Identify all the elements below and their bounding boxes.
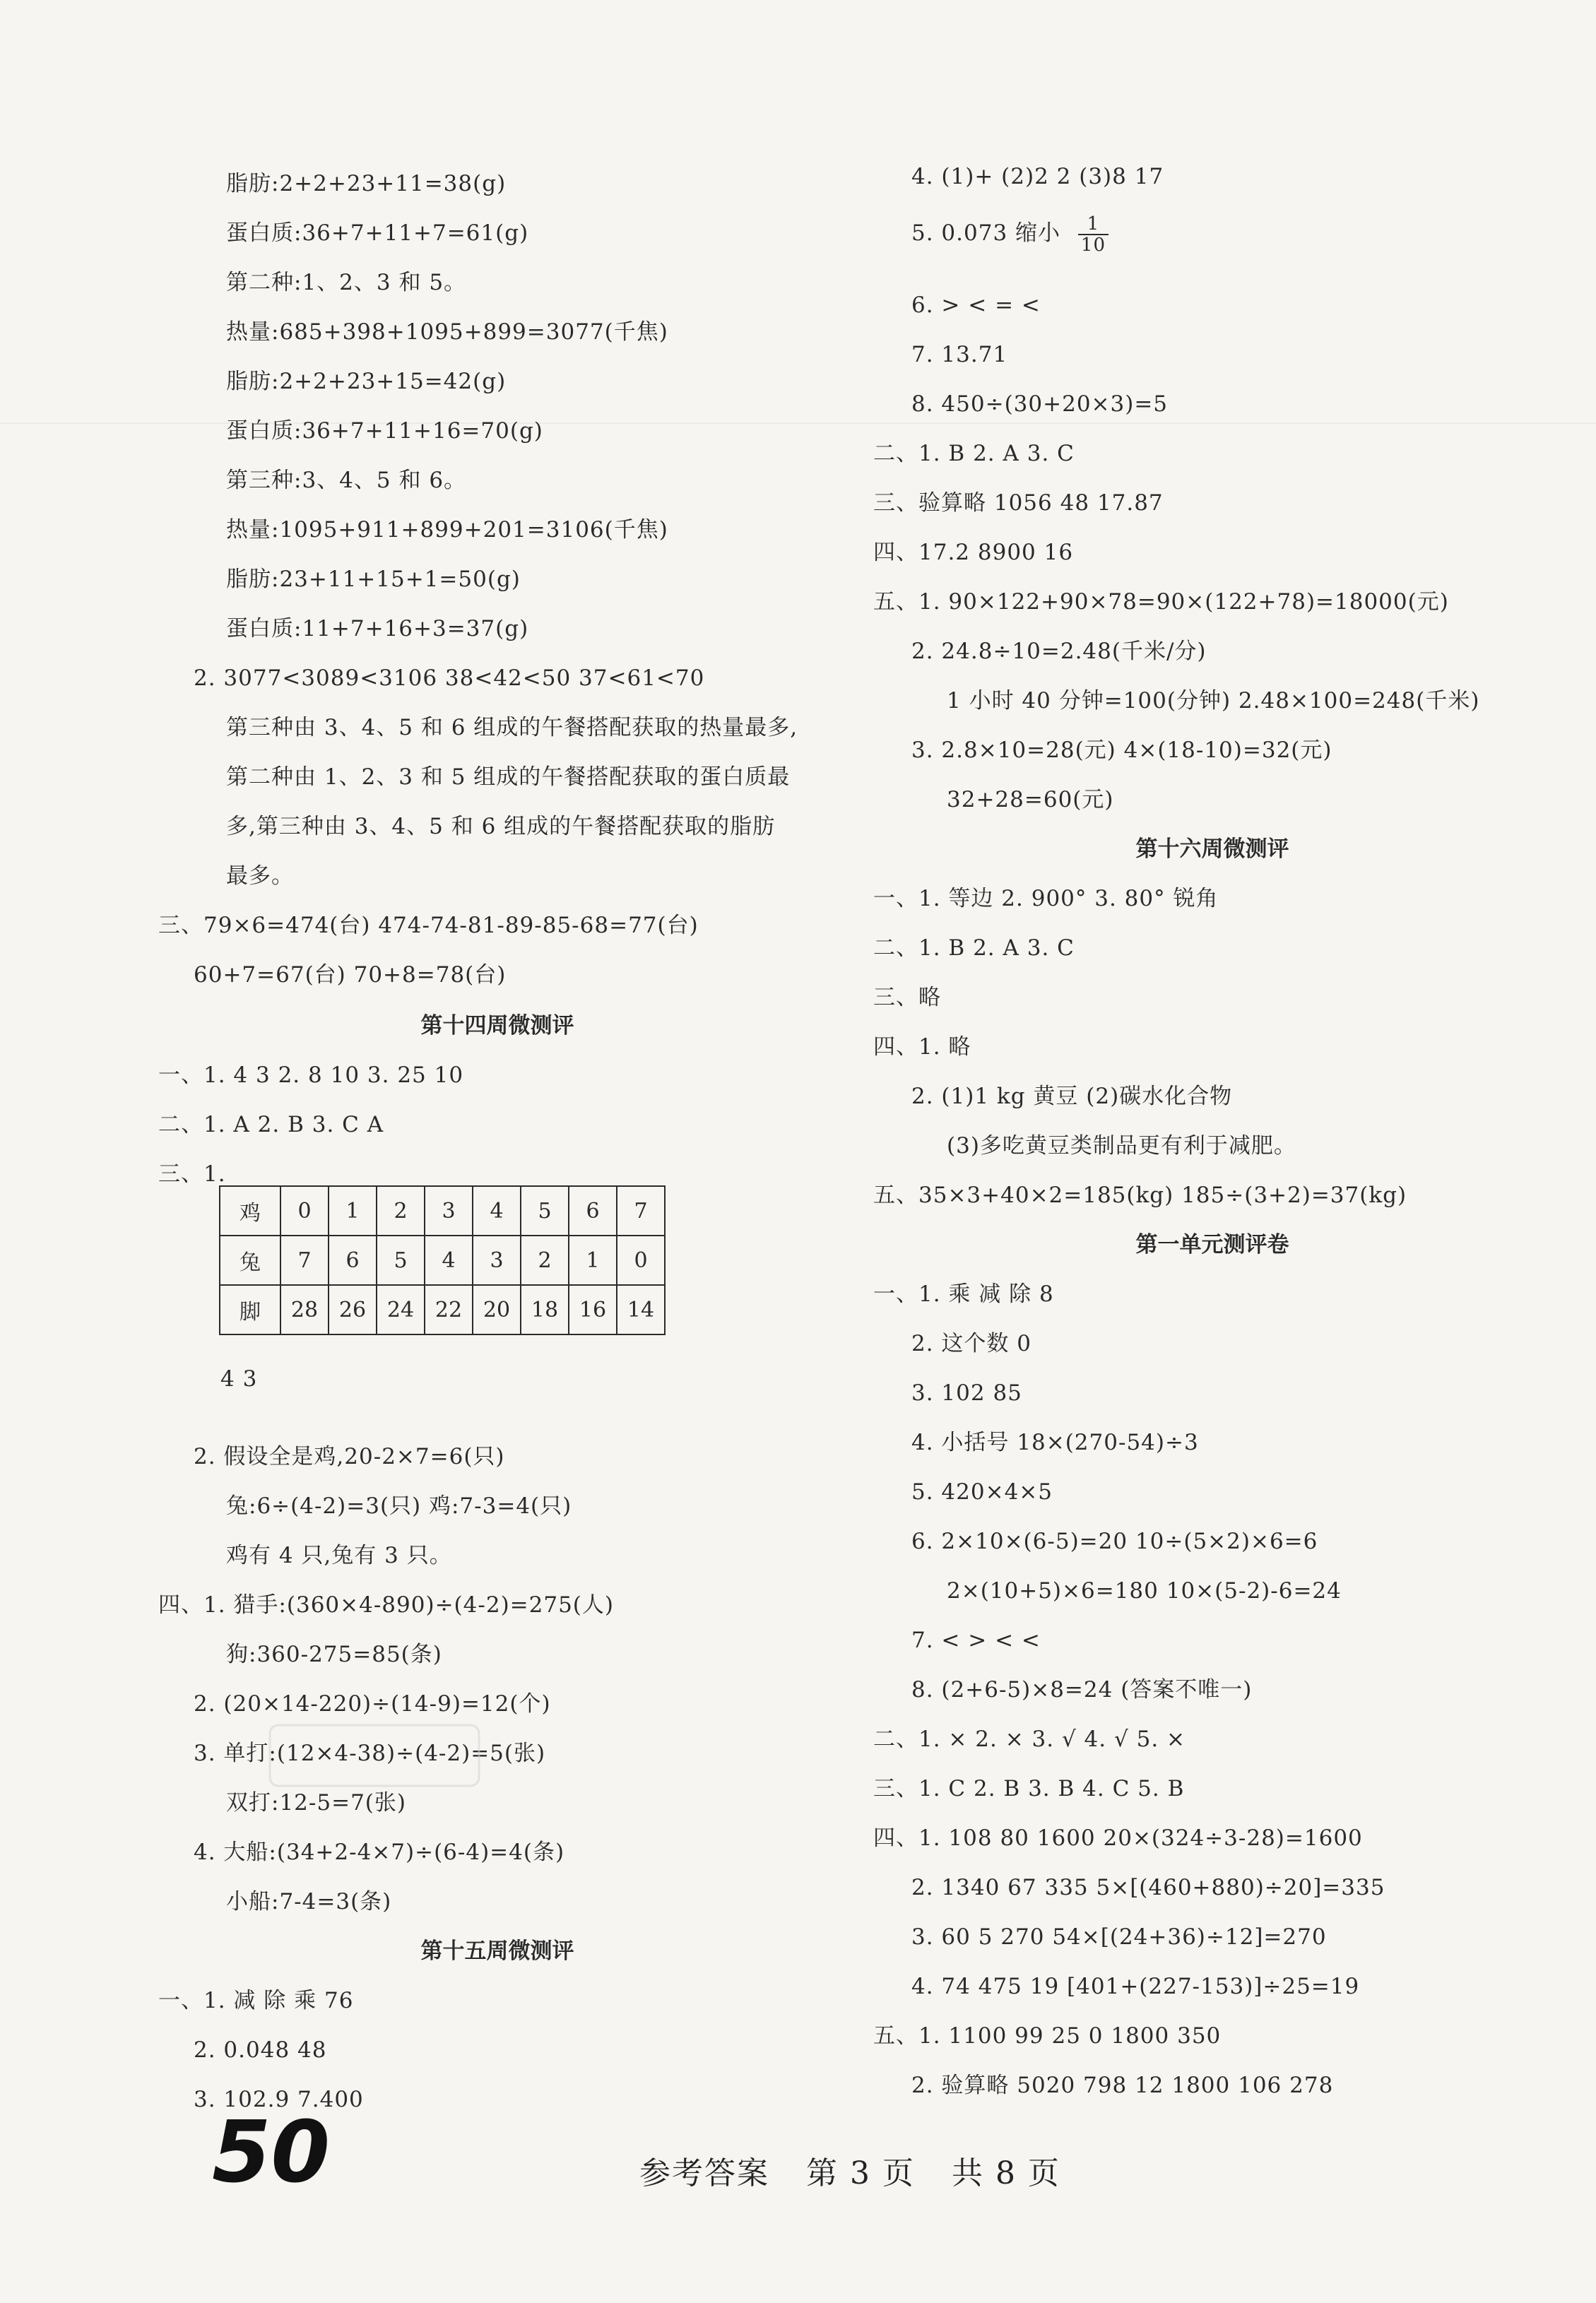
answer-line: 2. (1)1 kg 黄豆 (2)碳水化合物 [911,1084,1233,1109]
section-title-week15: 第十五周微测评 [420,1938,574,1964]
answer-line: 60+7=67(台) 70+8=78(台) [194,962,507,988]
section-title-week16: 第十六周微测评 [1135,836,1289,862]
table-cell: 6 [329,1236,377,1285]
table-cell: 4 [425,1236,473,1285]
answer-line: 兔:6÷(4-2)=3(只) 鸡:7-3=4(只) [226,1493,572,1519]
answer-line: 多,第三种由 3、4、5 和 6 组成的午餐搭配获取的脂肪 [226,814,776,839]
table-cell: 2 [377,1186,425,1236]
answer-line: 4. 74 475 19 [401+(227-153)]÷25=19 [911,1974,1360,1999]
answer-line: 三、验算略 1056 48 17.87 [873,490,1164,516]
answer-line: 最多。 [226,863,294,889]
answer-line: 蛋白质:36+7+11+7=61(g) [226,220,529,246]
answer-line: 脂肪:23+11+15+1=50(g) [226,567,521,592]
table-cell: 0 [617,1236,665,1285]
fraction-denominator: 10 [1080,234,1106,256]
answer-line: 2. 假设全是鸡,20-2×7=6(只) [194,1444,505,1469]
table-cell: 16 [569,1285,617,1334]
answer-line: 蛋白质:11+7+16+3=37(g) [226,616,529,641]
answer-line: 四、1. 108 80 1600 20×(324÷3-28)=1600 [873,1825,1363,1851]
answer-line: 2. 1340 67 335 5×[(460+880)÷20]=335 [911,1875,1385,1900]
answer-line: 7. 13.71 [911,342,1008,367]
fraction [1078,214,1109,255]
answer-text: 5. 0.073 缩小 [911,220,1061,246]
answer-line: 二、1. B 2. A 3. C [873,441,1075,466]
answer-line: 一、1. 乘 减 除 8 [873,1281,1054,1307]
answer-line: 3. 60 5 270 54×[(24+36)÷12]=270 [911,1924,1327,1950]
page-footer [639,2155,1086,2193]
table-cell: 26 [329,1285,377,1334]
answer-line: 6. > < = < [911,292,1041,318]
answer-line: 二、1. × 2. × 3. √ 4. √ 5. × [873,1727,1186,1752]
table-cell: 14 [617,1285,665,1334]
table-cell: 0 [280,1186,329,1236]
table-cell: 6 [569,1186,617,1236]
answer-line: 2. 验算略 5020 798 12 1800 106 278 [911,2073,1334,2098]
answer-line: 一、1. 减 除 乘 76 [158,1988,354,2013]
answer-line: 8. 450÷(30+20×3)=5 [911,391,1169,417]
footer-label: 参考答案 [639,2155,769,2191]
table-cell: 18 [521,1285,569,1334]
answer-line: 4. 大船:(34+2-4×7)÷(6-4)=4(条) [194,1840,565,1865]
chicken-rabbit-table [219,1185,666,1335]
answer-line: 6. 2×10×(6-5)=20 10÷(5×2)×6=6 [911,1529,1318,1554]
answer-line: 3. 2.8×10=28(元) 4×(18-10)=32(元) [911,738,1332,763]
answer-line: 2. 3077<3089<3106 38<42<50 37<61<70 [194,665,705,691]
answer-line: 4. (1)+ (2)2 2 (3)8 17 [911,164,1164,189]
answer-line: 三、略 [873,985,941,1010]
table-cell: 7 [617,1186,665,1236]
table-cell: 2 [521,1236,569,1285]
table-row [220,1285,665,1334]
footer-total: 共 8 页 [951,2155,1060,2191]
answer-line: 四、1. 猎手:(360×4-890)÷(4-2)=275(人) [158,1592,614,1618]
table-cell: 24 [377,1285,425,1334]
answer-line: 双打:12-5=7(张) [226,1790,406,1816]
answer-line: 4. 小括号 18×(270-54)÷3 [911,1430,1199,1455]
table-cell: 5 [521,1186,569,1236]
answer-line: 第二种由 1、2、3 和 5 组成的午餐搭配获取的蛋白质最 [226,764,791,790]
answer-line: 热量:685+398+1095+899=3077(千焦) [226,319,668,345]
table-cell: 3 [473,1236,521,1285]
answer-line: 鸡有 4 只,兔有 3 只。 [226,1543,452,1568]
footer-page: 第 3 页 [806,2155,915,2191]
page-number: 50 [212,2104,330,2202]
answer-line: 一、1. 等边 2. 900° 3. 80° 锐角 [873,886,1219,911]
answer-line: (3)多吃黄豆类制品更有利于减肥。 [947,1133,1296,1159]
answer-line: 2. 0.048 48 [194,2037,327,2063]
answer-line: 脂肪:2+2+23+15=42(g) [226,369,507,394]
answer-line: 第三种由 3、4、5 和 6 组成的午餐搭配获取的热量最多, [226,715,798,740]
section-title-week14: 第十四周微测评 [420,1013,574,1038]
answer-line: 狗:360-275=85(条) [226,1642,442,1667]
answer-line: 三、1. C 2. B 3. B 4. C 5. B [873,1776,1185,1801]
answer-line: 2. 24.8÷10=2.48(千米/分) [911,639,1207,664]
table-cell: 7 [280,1236,329,1285]
answer-line: 7. < > < < [911,1628,1041,1653]
answer-line: 三、1. [158,1161,226,1187]
answer-line: 一、1. 4 3 2. 8 10 3. 25 10 [158,1062,464,1088]
table-cell: 3 [425,1186,473,1236]
answer-line: 第三种:3、4、5 和 6。 [226,468,467,493]
table-cell: 兔 [220,1236,280,1285]
section-title-unit1: 第一单元测评卷 [1135,1232,1289,1257]
table-cell: 1 [569,1236,617,1285]
answer-line: 三、79×6=474(台) 474-74-81-89-85-68=77(台) [158,913,699,938]
answer-line: 4 3 [220,1366,258,1392]
table-cell: 22 [425,1285,473,1334]
answer-line: 3. 102 85 [911,1380,1022,1406]
table-cell: 脚 [220,1285,280,1334]
table-cell: 4 [473,1186,521,1236]
answer-line: 第二种:1、2、3 和 5。 [226,270,467,295]
answer-line: 五、1. 90×122+90×78=90×(122+78)=18000(元) [873,589,1449,615]
watermark-stamp [268,1724,480,1787]
answer-line-fraction [911,212,1109,255]
table-cell: 鸡 [220,1186,280,1236]
answer-line: 2×(10+5)×6=180 10×(5-2)-6=24 [947,1578,1342,1604]
table-cell: 28 [280,1285,329,1334]
answer-line: 热量:1095+911+899+201=3106(千焦) [226,517,668,543]
answer-line: 3. 单打:(12×4-38)÷(4-2)=5(张) [194,1741,546,1766]
answer-line: 脂肪:2+2+23+11=38(g) [226,171,507,196]
answer-line: 5. 420×4×5 [911,1479,1053,1505]
answer-line: 二、1. A 2. B 3. C A [158,1112,384,1137]
answer-line: 五、1. 1100 99 25 0 1800 350 [873,2023,1222,2049]
table-cell: 20 [473,1285,521,1334]
answer-line: 3. 102.9 7.400 [194,2087,364,2112]
answer-line: 四、17.2 8900 16 [873,540,1074,565]
answer-line: 8. (2+6-5)×8=24 (答案不唯一) [911,1677,1253,1703]
answer-line: 二、1. B 2. A 3. C [873,935,1075,961]
fraction-numerator: 1 [1078,214,1109,235]
answer-line: 五、35×3+40×2=185(kg) 185÷(3+2)=37(kg) [873,1183,1407,1208]
answer-line: 32+28=60(元) [947,787,1114,812]
answer-line: 四、1. 略 [873,1034,971,1060]
table-row [220,1236,665,1285]
table-row [220,1186,665,1236]
table-cell: 1 [329,1186,377,1236]
answer-line: 蛋白质:36+7+11+16=70(g) [226,418,543,444]
answer-line: 2. 这个数 0 [911,1331,1032,1356]
table-cell: 5 [377,1236,425,1285]
answer-line: 小船:7-4=3(条) [226,1889,392,1914]
answer-line: 2. (20×14-220)÷(14-9)=12(个) [194,1691,551,1717]
watermark [268,1724,480,1799]
answer-line: 1 小时 40 分钟=100(分钟) 2.48×100=248(千米) [947,688,1480,714]
